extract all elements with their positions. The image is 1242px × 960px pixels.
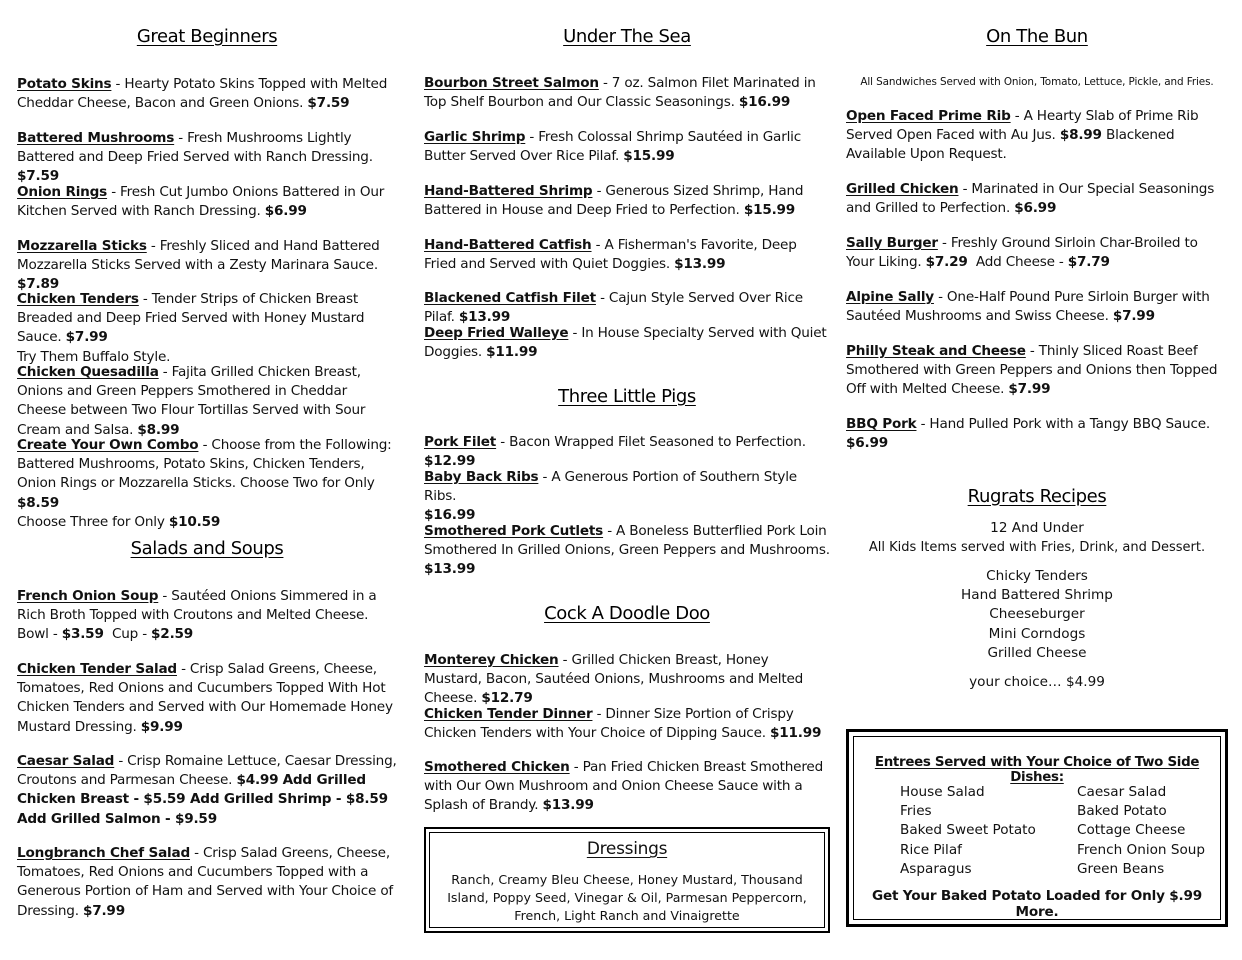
menu-item: Chicken Quesadilla - Fajita Grilled Chicken Breast, Onions and Green Peppers Smothered in Cheddar Cheese between Two Flour Tortillas Served with Sour Cream and Salsa. $8.99: [17, 364, 366, 438]
item-name: Garlic Shrimp: [424, 129, 526, 145]
item-name: Deep Fried Walleye: [424, 325, 569, 341]
item-price: $6.99: [264, 203, 307, 220]
list-item: Baked Sweet Potato: [900, 822, 1036, 839]
list-item: Grilled Cheese: [987, 644, 1087, 661]
menu-item: Blackened Catfish Filet - Cajun Style Served Over Rice Pilaf. $13.99: [424, 290, 803, 326]
section-title-three-little-pigs: Three Little Pigs: [558, 386, 696, 407]
item-price: $15.99: [743, 202, 796, 219]
list-item: French Onion Soup: [1077, 841, 1206, 858]
item-desc: Sautéed Onions Simmered in a Rich Broth Topped with Croutons and Melted Cheese. Bowl -: [17, 588, 377, 643]
item-price: $6.99: [1014, 200, 1057, 217]
menu-item: Philly Steak and Cheese - Thinly Sliced Roast Beef Smothered with Green Peppers and Onions then Topped Off with Melted Cheese. $7.99: [846, 343, 1218, 398]
menu-item: Deep Fried Walleye - In House Specialty Served with Quiet Doggies. $11.99: [424, 325, 827, 361]
item-desc: In House Specialty Served with Quiet Doggies.: [424, 325, 827, 361]
item-name: French Onion Soup: [17, 588, 159, 604]
item-price: $15.99: [623, 148, 675, 165]
item-price-2: $2.59: [151, 626, 194, 643]
item-name: Battered Mushrooms: [17, 130, 175, 146]
item-desc: Fresh Cut Jumbo Onions Battered in Our Kitchen Served with Ranch Dressing.: [17, 184, 385, 220]
item-price: $8.99: [137, 421, 180, 438]
item-name: Chicken Quesadilla: [17, 364, 159, 380]
item-name: Smothered Pork Cutlets: [424, 523, 604, 539]
sides-list-left: [900, 783, 1036, 879]
item-price: $16.99: [738, 94, 791, 111]
item-price: $7.29: [925, 254, 968, 271]
item-price: $13.99: [424, 561, 476, 578]
list-item: Mini Corndogs: [988, 625, 1086, 642]
item-name: Chicken Tender Dinner: [424, 706, 593, 722]
menu-item: Mozzarella Sticks - Freshly Sliced and Hand Battered Mozzarella Sticks Served with a Zesty Marinara Sauce. $7.89: [17, 238, 380, 293]
item-desc: A Generous Portion of Southern Style Ribs.: [424, 469, 797, 505]
item-desc: Thinly Sliced Roast Beef Smothered with Green Peppers and Onions then Topped Off with Melted Cheese.: [846, 343, 1218, 398]
menu-item: Chicken Tender Salad - Crisp Salad Greens, Cheese, Tomatoes, Red Onions and Cucumbers Topped With Hot Chicken Tenders and Served with Our Homemade Honey Mustard Dressing. $9.99: [17, 661, 393, 735]
item-price-2: $10.59: [168, 513, 221, 530]
item-note: Blackened Available Upon Request.: [846, 127, 1175, 163]
menu-item: Monterey Chicken - Grilled Chicken Breast, Honey Mustard, Bacon, Sautéed Onions, Mushrooms and Melted Cheese. $12.79: [424, 652, 804, 707]
item-desc: A Fisherman's Favorite, Deep Fried and Served with Quiet Doggies.: [424, 237, 797, 273]
item-name: Baby Back Ribs: [424, 469, 539, 485]
item-price: $13.99: [458, 309, 511, 326]
menu-item: Alpine Sally - One-Half Pound Pure Sirloin Burger with Sautéed Mushrooms and Swiss Cheese. $7.99: [846, 289, 1210, 325]
item-desc: Hearty Potato Skins Topped with Melted Cheddar Cheese, Bacon and Green Onions.: [17, 76, 388, 112]
item-desc: A Boneless Butterflied Pork Loin Smothered In Grilled Onions, Green Peppers and Mushrooms.: [424, 523, 830, 559]
item-price: $12.79: [481, 690, 533, 707]
item-name: Chicken Tender Salad: [17, 661, 177, 677]
item-desc: Dinner Size Portion of Crispy Chicken Tenders with Your Choice of Dipping Sauce.: [424, 706, 794, 742]
item-price: $7.59: [307, 95, 350, 112]
item-desc: 7 oz. Salmon Filet Marinated in Top Shelf Bourbon and Our Classic Seasonings.: [424, 75, 816, 111]
sides-box: [846, 729, 1228, 927]
list-item: Rice Pilaf: [900, 841, 962, 858]
dressings-title: Dressings: [586, 839, 668, 859]
item-name: Onion Rings: [17, 184, 108, 200]
item-desc: Pan Fried Chicken Breast Smothered with Our Own Mushroom and Onion Cheese Sauce with a Splash of Brandy.: [424, 759, 824, 814]
item-name: Chicken Tenders: [17, 291, 139, 307]
sides-title: Entrees Served with Your Choice of Two Side Dishes:: [874, 755, 1200, 785]
item-desc: One-Half Pound Pure Sirloin Burger with Sautéed Mushrooms and Swiss Cheese.: [846, 289, 1210, 325]
item-name: Bourbon Street Salmon: [424, 75, 599, 91]
item-price: $9.99: [140, 718, 183, 735]
dressings-list: Ranch, Creamy Bleu Cheese, Honey Mustard, Thousand Island, Poppy Seed, Vinegar & Oil, Parmesan Peppercorn, French, Light Ranch and Vinaigrette: [447, 872, 807, 923]
menu-item: Garlic Shrimp - Fresh Colossal Shrimp Sautéed in Garlic Butter Served Over Rice Pilaf. $15.99: [424, 129, 802, 165]
item-price: $3.59: [61, 626, 104, 643]
rugrats-list: [846, 567, 1228, 663]
item-price: $7.59: [17, 168, 59, 185]
list-item: Cottage Cheese: [1077, 822, 1186, 839]
item-desc: Choose from the Following: Battered Mushrooms, Potato Skins, Chicken Tenders, Onion Rings or Mozzarella Sticks. Choose Two for Only: [17, 437, 392, 492]
item-desc: Crisp Salad Greens, Cheese, Tomatoes, Red Onions and Cucumbers Topped with a Generous Portion of Ham and Served with Your Choice of Dressing.: [17, 845, 394, 919]
item-desc: Tender Strips of Chicken Breast Breaded and Deep Fried Served with Honey Mustard Sauce.: [17, 291, 365, 346]
section-title-salads-soups: Salads and Soups: [130, 538, 284, 559]
item-name: Mozzarella Sticks: [17, 238, 147, 254]
item-desc-2: Choose Three for Only: [17, 513, 165, 530]
list-item: Baked Potato: [1077, 803, 1167, 820]
menu-item: Onion Rings - Fresh Cut Jumbo Onions Battered in Our Kitchen Served with Ranch Dressing. $6.99: [17, 184, 385, 220]
menu-item: Grilled Chicken - Marinated in Our Special Seasonings and Grilled to Perfection. $6.99: [846, 181, 1215, 217]
sides-list-right: [1077, 783, 1205, 879]
item-desc: Bacon Wrapped Filet Seasoned to Perfection.: [509, 434, 806, 450]
menu-item: Smothered Pork Cutlets - A Boneless Butterflied Pork Loin Smothered In Grilled Onions, Green Peppers and Mushrooms. $13.99: [424, 523, 830, 578]
menu-item: Create Your Own Combo - Choose from the Following: Battered Mushrooms, Potato Skins, Chicken Tenders, Onion Rings or Mozzarella Sticks. Choose Two for Only $8.59 Choose Three for Only $10.59: [17, 437, 392, 530]
item-name: Potato Skins: [17, 76, 112, 92]
item-desc: Freshly Sliced and Hand Battered Mozzarella Sticks Served with a Zesty Marinara Sauce.: [17, 238, 380, 274]
menu-item: Chicken Tenders - Tender Strips of Chicken Breast Breaded and Deep Fried Served with Honey Mustard Sauce. $7.99 Try Them Buffalo Style.: [17, 291, 365, 365]
menu-item: Pork Filet - Bacon Wrapped Filet Seasoned to Perfection. $12.99: [424, 434, 806, 470]
menu-item: Caesar Salad - Crisp Romaine Lettuce, Caesar Dressing, Croutons and Parmesan Cheese. $4.99 Add Grilled Chicken Breast - $5.59 Add Grilled Shrimp - $8.59 Add Grilled Salmon - $9.59: [17, 753, 397, 827]
list-item: Hand Battered Shrimp: [961, 587, 1113, 604]
item-price: $7.99: [1112, 308, 1155, 325]
item-desc: Grilled Chicken Breast, Honey Mustard, Bacon, Sautéed Onions, Mushrooms and Melted Cheese.: [424, 652, 804, 707]
item-desc: Generous Sized Shrimp, Hand Battered in House and Deep Fried to Perfection.: [424, 183, 804, 219]
list-item: Green Beans: [1077, 860, 1165, 877]
item-price: $7.99: [65, 329, 108, 346]
item-price: $7.99: [82, 902, 125, 919]
item-price: $12.99: [424, 453, 476, 470]
item-name: Caesar Salad: [17, 753, 115, 769]
item-desc: Fresh Mushrooms Lightly Battered and Deep Fried Served with Ranch Dressing.: [17, 130, 373, 166]
item-name: Sally Burger: [846, 235, 938, 251]
menu-item: Chicken Tender Dinner - Dinner Size Portion of Crispy Chicken Tenders with Your Choice of Dipping Sauce. $11.99: [424, 706, 822, 742]
item-desc-2: Cup -: [111, 626, 147, 643]
rugrats-age: 12 And Under: [990, 520, 1084, 536]
dressings-box: [424, 827, 830, 933]
item-desc: Hand Pulled Pork with a Tangy BBQ Sauce.: [929, 416, 1211, 432]
menu-item: Potato Skins - Hearty Potato Skins Topped with Melted Cheddar Cheese, Bacon and Green Onions. $7.59: [17, 76, 388, 112]
item-name: Grilled Chicken: [846, 181, 959, 197]
item-desc: Crisp Salad Greens, Cheese, Tomatoes, Red Onions and Cucumbers Topped With Hot Chicken Tenders and Served with Our Homemade Honey Mustard Dressing.: [17, 661, 393, 735]
item-price: $11.99: [486, 344, 538, 361]
menu-item: Smothered Chicken - Pan Fried Chicken Breast Smothered with Our Own Mushroom and Onion Cheese Sauce with a Splash of Brandy. $13.99: [424, 759, 824, 814]
item-price: $6.99: [846, 435, 888, 452]
item-name: Hand-Battered Catfish: [424, 237, 592, 253]
item-note: Try Them Buffalo Style.: [17, 348, 171, 365]
item-name: Longbranch Chef Salad: [17, 845, 191, 861]
section-title-rugrats: Rugrats Recipes: [967, 486, 1107, 507]
item-name: Blackened Catfish Filet: [424, 290, 596, 306]
item-desc: Cajun Style Served Over Rice Pilaf.: [424, 290, 803, 326]
item-name: Create Your Own Combo: [17, 437, 199, 453]
item-name: Pork Filet: [424, 434, 497, 450]
item-price: $7.99: [1008, 381, 1051, 398]
menu-item: Bourbon Street Salmon - 7 oz. Salmon Filet Marinated in Top Shelf Bourbon and Our Classic Seasonings. $16.99: [424, 75, 816, 111]
menu-item: Baby Back Ribs - A Generous Portion of Southern Style Ribs. $16.99: [424, 469, 797, 524]
item-desc: A Hearty Slab of Prime Rib Served Open Faced with Au Jus.: [846, 108, 1199, 144]
item-name: Hand-Battered Shrimp: [424, 183, 593, 199]
item-price-2: $7.79: [1067, 254, 1110, 271]
menu-item: French Onion Soup - Sautéed Onions Simmered in a Rich Broth Topped with Croutons and Melted Cheese. Bowl - $3.59 Cup - $2.59: [17, 588, 377, 643]
item-name: Monterey Chicken: [424, 652, 559, 668]
menu-item: Hand-Battered Shrimp - Generous Sized Shrimp, Hand Battered in House and Deep Fried to Perfection. $15.99: [424, 183, 804, 219]
item-price: $11.99: [770, 725, 822, 742]
item-price: $4.99: [236, 772, 279, 789]
rugrats-note: All Kids Items served with Fries, Drink, and Dessert.: [868, 540, 1206, 555]
menu-item: Open Faced Prime Rib - A Hearty Slab of Prime Rib Served Open Faced with Au Jus. $8.99 Blackened Available Upon Request.: [846, 108, 1199, 163]
list-item: Chicky Tenders: [986, 568, 1088, 584]
section-title-cock-a-doodle-doo: Cock A Doodle Doo: [544, 603, 710, 624]
section-title-on-the-bun: On The Bun: [986, 26, 1088, 47]
section-title-great-beginners: Great Beginners: [136, 26, 278, 47]
list-item: Asparagus: [900, 860, 972, 877]
sides-footer: Get Your Baked Potato Loaded for Only $.99 More.: [872, 888, 1202, 920]
item-desc: Freshly Ground Sirloin Char-Broiled to Your Liking.: [846, 235, 1198, 271]
item-price: $13.99: [674, 256, 726, 273]
item-desc: Marinated in Our Special Seasonings and Grilled to Perfection.: [846, 181, 1215, 217]
item-name: Open Faced Prime Rib: [846, 108, 1011, 124]
item-name: BBQ Pork: [846, 416, 917, 432]
list-item: Caesar Salad: [1077, 784, 1167, 800]
item-desc-2: Add Cheese -: [975, 254, 1064, 271]
sandwich-note: All Sandwiches Served with Onion, Tomato, Lettuce, Pickle, and Fries.: [860, 76, 1214, 88]
item-desc: Fajita Grilled Chicken Breast, Onions and Green Peppers Smothered in Cheddar Cheese between Two Flour Tortillas Served with Sour Cream and Salsa.: [17, 364, 366, 438]
list-item: House Salad: [900, 784, 985, 800]
menu-item: Battered Mushrooms - Fresh Mushrooms Lightly Battered and Deep Fried Served with Ranch Dressing. $7.59: [17, 130, 373, 185]
item-add-ons: Add Grilled Chicken Breast - $5.59 Add Grilled Shrimp - $8.59 Add Grilled Salmon - $9.59: [17, 772, 388, 827]
list-item: Fries: [900, 803, 932, 820]
item-price: $8.99: [1059, 127, 1102, 144]
menu-item: Longbranch Chef Salad - Crisp Salad Greens, Cheese, Tomatoes, Red Onions and Cucumbers Topped with a Generous Portion of Ham and Served with Your Choice of Dressing. $7.99: [17, 845, 394, 919]
item-desc: Fresh Colossal Shrimp Sautéed in Garlic Butter Served Over Rice Pilaf.: [424, 129, 802, 165]
item-price: $7.89: [17, 276, 59, 293]
item-desc: Crisp Romaine Lettuce, Caesar Dressing, Croutons and Parmesan Cheese.: [17, 753, 397, 789]
item-name: Smothered Chicken: [424, 759, 570, 775]
item-name: Philly Steak and Cheese: [846, 343, 1026, 359]
item-price: $8.59: [17, 494, 59, 511]
menu-item: Hand-Battered Catfish - A Fisherman's Favorite, Deep Fried and Served with Quiet Doggies. $13.99: [424, 237, 797, 273]
rugrats-price: your choice… $4.99: [969, 674, 1105, 690]
item-name: Alpine Sally: [846, 289, 934, 305]
menu-item: Sally Burger - Freshly Ground Sirloin Char-Broiled to Your Liking. $7.29 Add Cheese - $7.79: [846, 235, 1198, 271]
section-title-under-the-sea: Under The Sea: [563, 26, 691, 47]
item-price: $13.99: [542, 797, 594, 814]
menu-item: BBQ Pork - Hand Pulled Pork with a Tangy BBQ Sauce. $6.99: [846, 416, 1211, 452]
list-item: Cheeseburger: [989, 606, 1085, 623]
item-price: $16.99: [424, 507, 476, 524]
